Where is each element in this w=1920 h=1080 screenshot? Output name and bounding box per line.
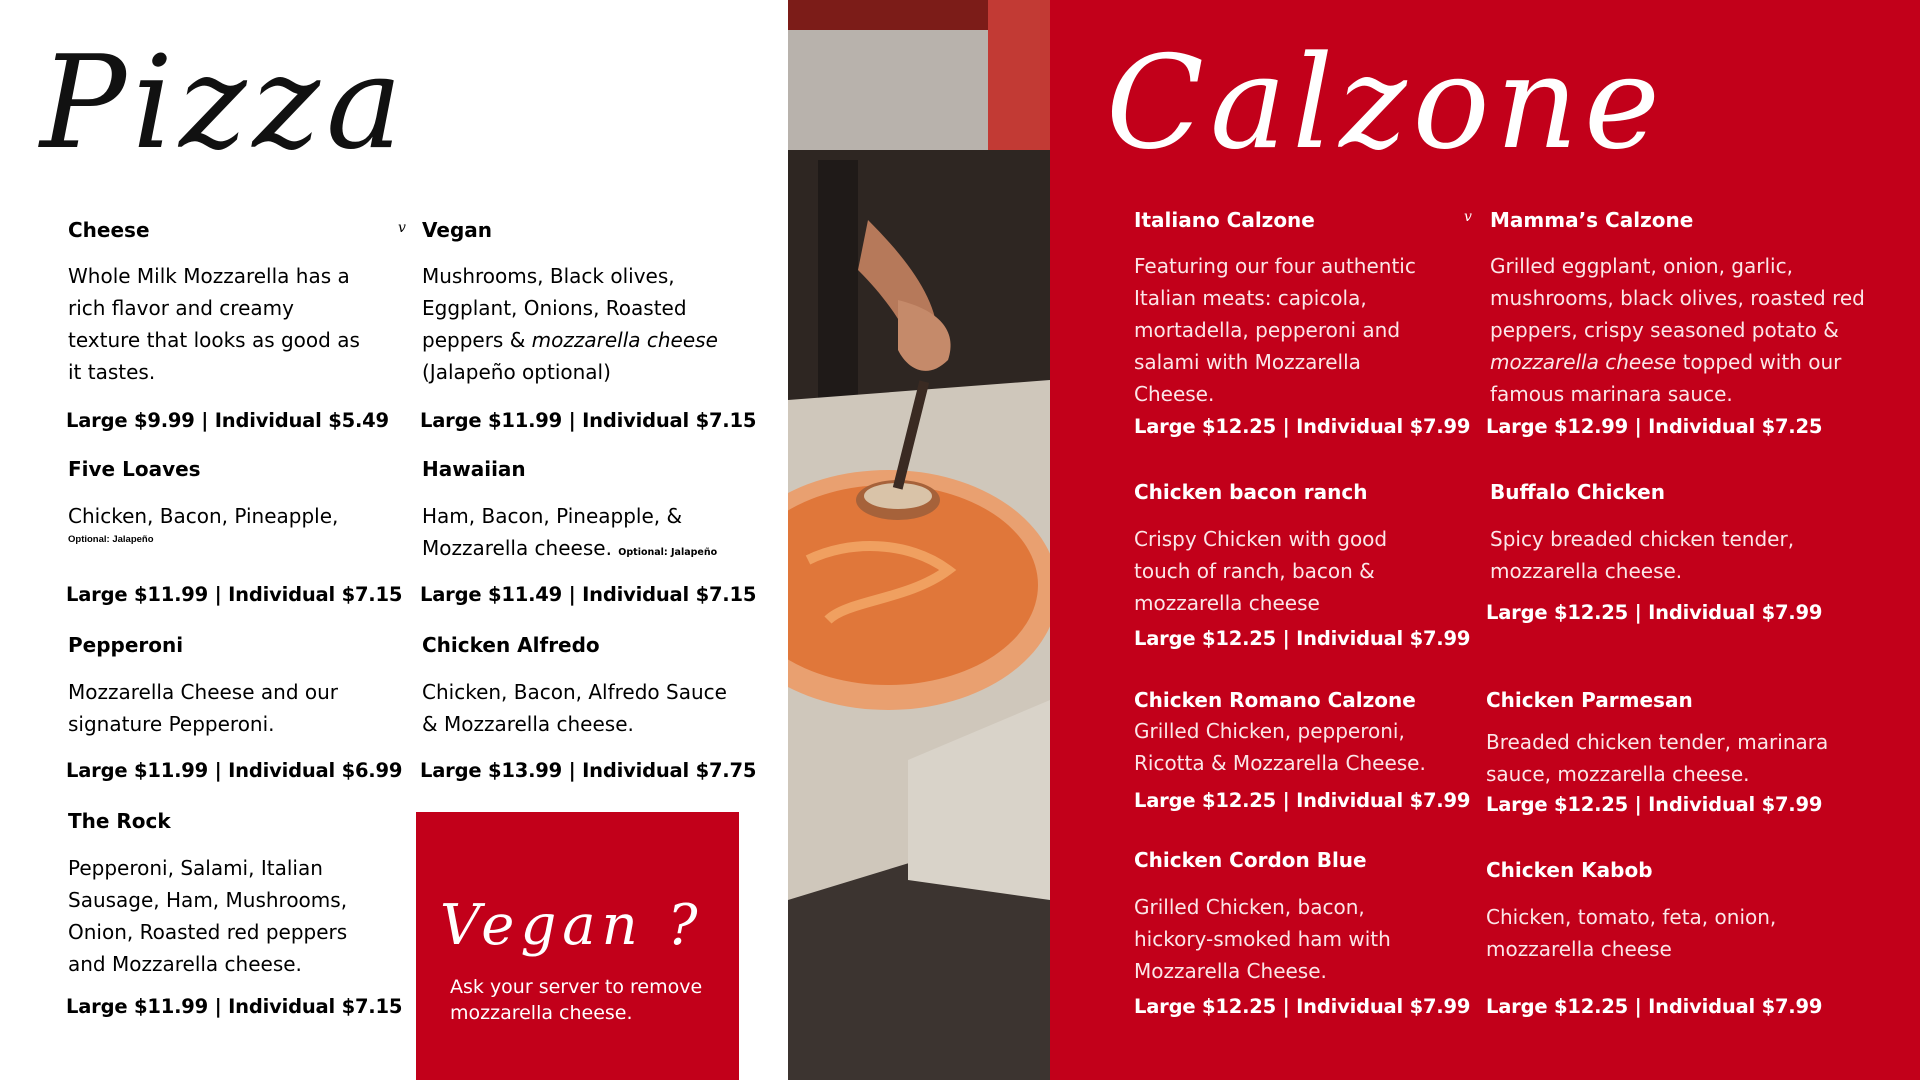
item-desc-hawaiian: Ham, Bacon, Pineapple, & Mozzarella cheese. Optional: Jalapeño bbox=[422, 504, 718, 560]
item-price-chicken-cordon-blue: Large $12.25 | Individual $7.99 bbox=[1134, 995, 1471, 1018]
item-name-buffalo-chicken: Buffalo Chicken bbox=[1490, 480, 1665, 504]
item-price-hawaiian: Large $11.49 | Individual $7.15 bbox=[420, 583, 757, 606]
item-desc-vegan: Mushrooms, Black olives, Eggplant, Onions, Roasted peppers & mozzarella cheese (Jalapeño optional) bbox=[422, 264, 718, 384]
item-name-hawaiian: Hawaiian bbox=[422, 457, 526, 481]
item-name-chicken-cordon-blue: Chicken Cordon Blue bbox=[1134, 848, 1367, 872]
item-desc-chicken-bacon-ranch: Crispy Chicken with good touch of ranch, bacon & mozzarella cheese bbox=[1134, 527, 1388, 615]
item-price-cheese: Large $9.99 | Individual $5.49 bbox=[66, 409, 389, 432]
item-name-chicken-parmesan: Chicken Parmesan bbox=[1486, 688, 1693, 712]
item-name-chicken-alfredo: Chicken Alfredo bbox=[422, 633, 600, 657]
item-price-chicken-alfredo: Large $13.99 | Individual $7.75 bbox=[420, 759, 757, 782]
item-price-italiano-calzone: Large $12.25 | Individual $7.99 bbox=[1134, 415, 1471, 438]
item-desc-five-loaves: Chicken, Bacon, Pineapple, bbox=[68, 504, 339, 528]
item-desc-chicken-alfredo: Chicken, Bacon, Alfredo Sauce & Mozzarella cheese. bbox=[422, 680, 727, 736]
item-name-cheese: Cheese bbox=[68, 218, 150, 242]
item-price-chicken-romano-calzone: Large $12.25 | Individual $7.99 bbox=[1134, 789, 1471, 812]
item-optional-hawaiian: Optional: Jalapeño bbox=[618, 547, 718, 558]
item-price-buffalo-chicken: Large $12.25 | Individual $7.99 bbox=[1486, 601, 1823, 624]
vegan-note-text: Ask your server to remove mozzarella cheese. bbox=[450, 976, 703, 1024]
item-desc-cheese: Whole Milk Mozzarella has a rich flavor and creamy texture that looks as good as it tastes. bbox=[68, 264, 360, 384]
item-name-chicken-kabob: Chicken Kabob bbox=[1486, 858, 1653, 882]
item-desc-the-rock: Pepperoni, Salami, Italian Sausage, Ham, Mushrooms, Onion, Roasted red peppers and Mozzarella cheese. bbox=[68, 856, 348, 976]
item-desc-mammas-calzone: Grilled eggplant, onion, garlic, mushrooms, black olives, roasted red peppers, crispy seasoned potato & mozzarella cheese topped with our famous marinara sauce. bbox=[1490, 254, 1865, 406]
item-price-chicken-kabob: Large $12.25 | Individual $7.99 bbox=[1486, 995, 1823, 1018]
item-desc-pepperoni: Mozzarella Cheese and our signature Pepperoni. bbox=[68, 680, 339, 736]
pizza-title: Pizza bbox=[40, 29, 409, 178]
item-desc-italiano-calzone: Featuring our four authentic Italian meats: capicola, mortadella, pepperoni and salami with Mozzarella Cheese. bbox=[1134, 254, 1416, 406]
vegan-leaf-icon: v bbox=[1464, 209, 1472, 225]
item-desc-chicken-parmesan: Breaded chicken tender, marinara sauce, mozzarella cheese. bbox=[1486, 730, 1829, 786]
item-desc-chicken-kabob: Chicken, tomato, feta, onion, mozzarella cheese bbox=[1486, 905, 1777, 961]
pizza-making-photo bbox=[788, 0, 1050, 1080]
item-name-chicken-bacon-ranch: Chicken bacon ranch bbox=[1134, 480, 1368, 504]
item-optional-five-loaves: Optional: Jalapeño bbox=[68, 534, 154, 545]
item-price-vegan: Large $11.99 | Individual $7.15 bbox=[420, 409, 757, 432]
item-name-chicken-romano-calzone: Chicken Romano Calzone bbox=[1134, 688, 1416, 712]
item-desc-buffalo-chicken: Spicy breaded chicken tender, mozzarella cheese. bbox=[1490, 527, 1795, 583]
item-price-mammas-calzone: Large $12.99 | Individual $7.25 bbox=[1486, 415, 1823, 438]
item-name-mammas-calzone: Mamma’s Calzone bbox=[1490, 208, 1694, 232]
vegan-leaf-icon: v bbox=[398, 220, 406, 236]
vegan-question-heading: Vegan ? bbox=[440, 893, 704, 958]
photo-illustration bbox=[788, 0, 1050, 1080]
item-desc-chicken-cordon-blue: Grilled Chicken, bacon, hickory-smoked ham with Mozzarella Cheese. bbox=[1134, 895, 1391, 983]
item-desc-chicken-romano-calzone: Grilled Chicken, pepperoni, Ricotta & Mozzarella Cheese. bbox=[1134, 719, 1426, 775]
item-price-pepperoni: Large $11.99 | Individual $6.99 bbox=[66, 759, 403, 782]
item-price-chicken-parmesan: Large $12.25 | Individual $7.99 bbox=[1486, 793, 1823, 816]
item-price-the-rock: Large $11.99 | Individual $7.15 bbox=[66, 995, 403, 1018]
item-name-vegan: Vegan bbox=[422, 218, 492, 242]
item-price-chicken-bacon-ranch: Large $12.25 | Individual $7.99 bbox=[1134, 627, 1471, 650]
item-name-italiano-calzone: Italiano Calzone bbox=[1134, 208, 1315, 232]
item-name-the-rock: The Rock bbox=[68, 809, 171, 833]
item-price-five-loaves: Large $11.99 | Individual $7.15 bbox=[66, 583, 403, 606]
calzone-title: Calzone bbox=[1106, 29, 1666, 178]
item-name-pepperoni: Pepperoni bbox=[68, 633, 184, 657]
item-name-five-loaves: Five Loaves bbox=[68, 457, 201, 481]
